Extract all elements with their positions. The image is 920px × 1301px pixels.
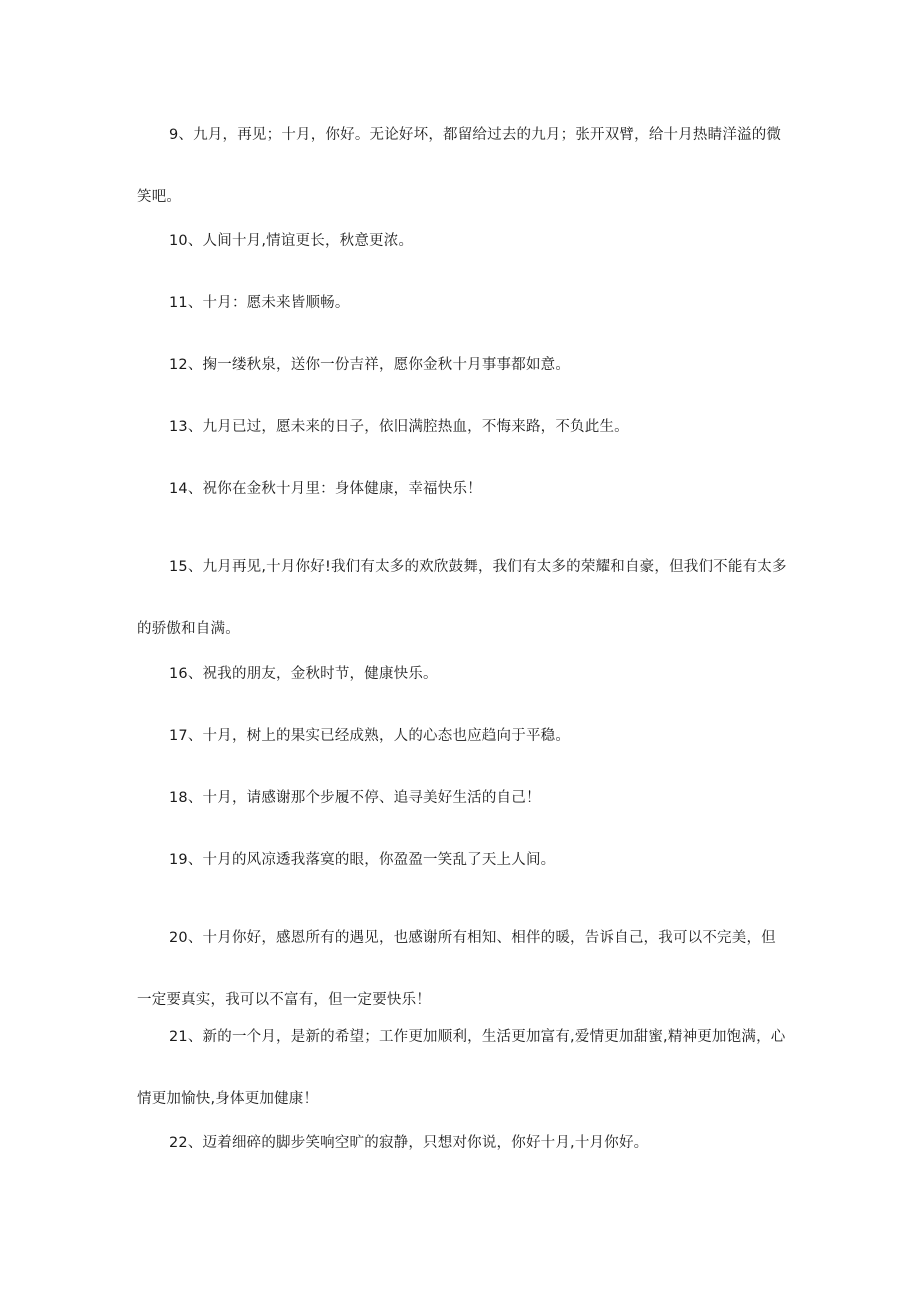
list-item-13: 13、九月已过，愿未来的日子，依旧满腔热血，不悔来路，不负此生。 xyxy=(169,419,629,435)
list-item-12: 12、掬一缕秋泉，送你一份吉祥，愿你金秋十月事事都如意。 xyxy=(169,357,571,373)
list-item-14: 14、祝你在金秋十月里：身体健康，幸福快乐！ xyxy=(169,481,482,497)
list-item-9: 9、九月，再见；十月，你好。无论好坏，都留给过去的九月；张开双臂，给十月热睛洋溢的微笑吧。 xyxy=(137,127,782,205)
list-item-21: 21、新的一个月，是新的希望；工作更加顺利，生活更加富有,爱情更加甜蜜,精神更加饱满，心情更加愉快,身体更加健康！ xyxy=(137,1029,786,1107)
list-item-19: 19、十月的风凉透我落寞的眼，你盈盈一笑乱了天上人间。 xyxy=(169,852,556,868)
list-item-16: 16、祝我的朋友，金秋时节，健康快乐。 xyxy=(169,666,438,682)
list-item-15: 15、九月再见,十月你好!我们有太多的欢欣鼓舞，我们有太多的荣耀和自豪，但我们不能有太多的骄傲和自满。 xyxy=(137,559,787,637)
list-item-20: 20、十月你好，感恩所有的遇见，也感谢所有相知、相伴的暖，告诉自己，我可以不完美，但一定要真实，我可以不富有，但一定要快乐！ xyxy=(137,930,776,1008)
list-item-17: 17、十月，树上的果实已经成熟，人的心态也应趋向于平稳。 xyxy=(169,728,571,744)
list-item-22: 22、迈着细碎的脚步笑响空旷的寂静，只想对你说，你好十月,十月你好。 xyxy=(169,1135,649,1151)
list-item-10: 10、人间十月,情谊更长，秋意更浓。 xyxy=(169,233,414,249)
list-item-11: 11、十月：愿未来皆顺畅。 xyxy=(169,295,350,311)
list-item-18: 18、十月，请感谢那个步履不停、追寻美好生活的自己！ xyxy=(169,790,541,806)
